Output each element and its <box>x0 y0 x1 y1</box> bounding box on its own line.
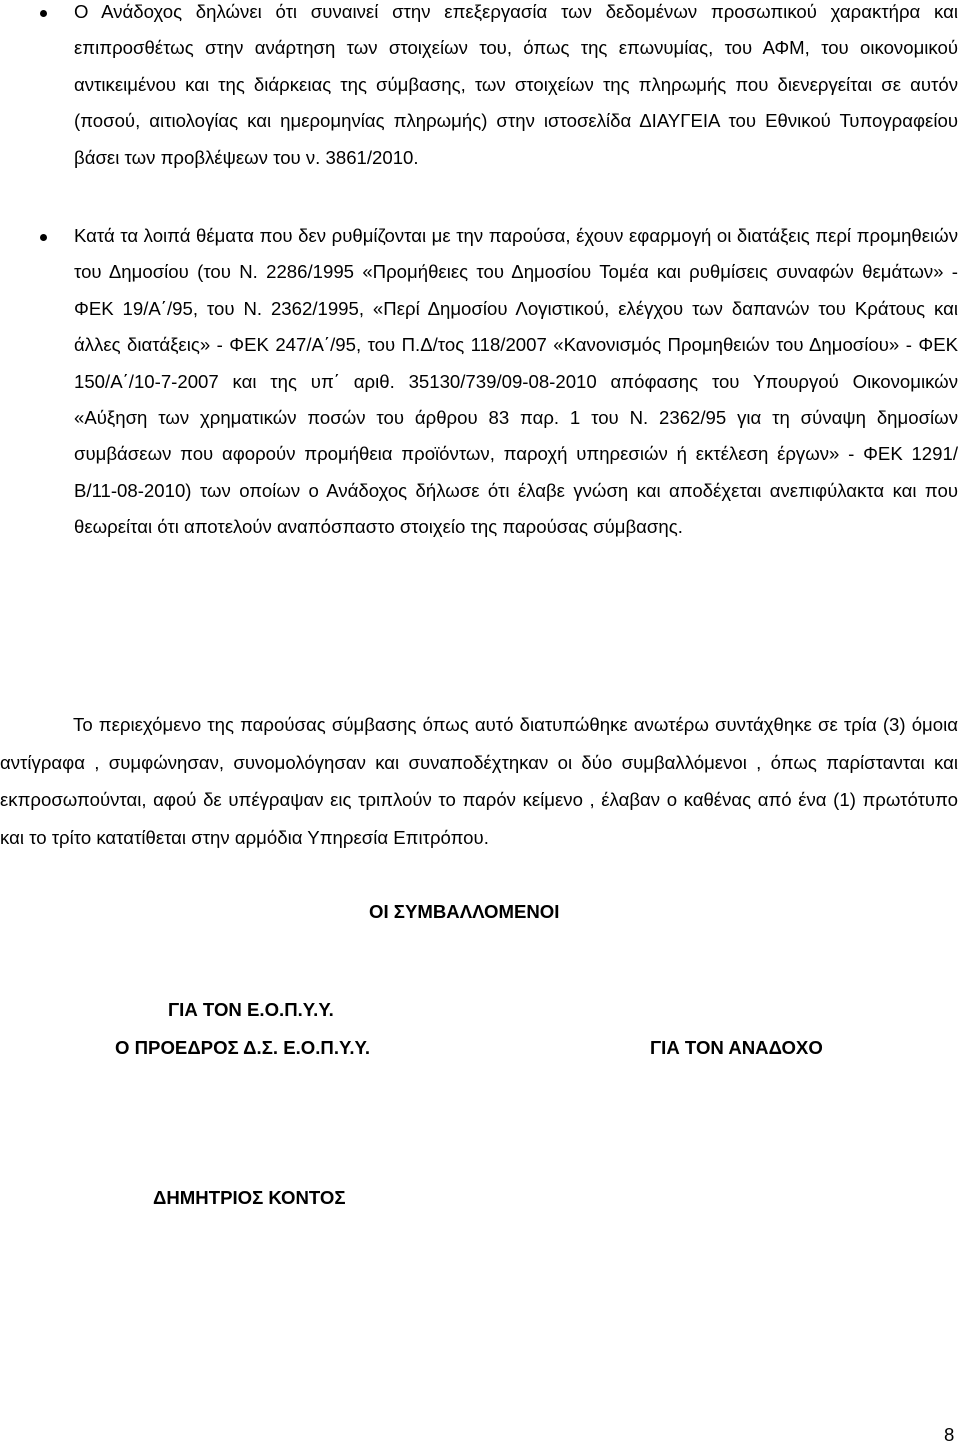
bullet-icon <box>40 10 47 17</box>
closing-paragraph <box>0 706 958 856</box>
bullet-icon <box>40 234 47 241</box>
bullet-text: Ο Ανάδοχος δηλώνει ότι συναινεί στην επεξεργασία των δεδομένων προσωπικού χαρακτήρα και επιπροσθέτως στην ανάρτηση των στοιχείων του, όπως της επωνυμίας, του ΑΦΜ, του οικονομικού αντικειμένου και της διάρκειας της σύμβασης, των στοιχείων της πληρωμής που διενεργείται σε αυτόν (ποσού, αιτιολογίας και ημερομηνίας πληρωμής) στην ιστοσελίδα ΔΙΑΥΓΕΙΑ του Εθνικού Τυπογραφείου βάσει των προβλέψεων του ν. 3861/2010. <box>74 1 958 168</box>
signature-right-title: ΓΙΑ ΤΟΝ ΑΝΑΔΟΧΟ <box>650 1037 823 1058</box>
bullet-paragraph-data-consent <box>74 0 958 176</box>
closing-text: Το περιεχόμενο της παρούσας σύμβασης όπως αυτό διατυπώθηκε ανωτέρω συντάχθηκε σε τρία (3) όμοια αντίγραφα , συμφώνησαν, συνομολόγησαν και συναποδέχτηκαν οι δύο συμβαλλόμενοι , όπως παρίστανται και εκπροσωπούνται, αφού δε υπέγραψαν εις τριπλούν το παρόν κείμενο , έλαβαν ο καθένας από ένα (1) πρωτότυπο και το τρίτο κατατίθεται στην αρμόδια Υπηρεσία Επιτρόπου. <box>0 714 958 848</box>
bullet-text: Κατά τα λοιπά θέματα που δεν ρυθμίζονται με την παρούσα, έχουν εφαρμογή οι διατάξεις περί προμηθειών του Δημοσίου (του Ν. 2286/1995 «Προμήθειες του Δημοσίου Τομέα και ρυθμίσεις συναφών θεμάτων» - ΦΕΚ 19/Α΄/95, του Ν. 2362/1995, «Περί Δημοσίου Λογιστικού, ελέγχου των δαπανών του Κράτους και άλλες διατάξεις» - ΦΕΚ 247/Α΄/95, του Π.Δ/τος 118/2007 «Κανονισμός Προμηθειών του Δημοσίου» - ΦΕΚ 150/Α΄/10-7-2007 και της υπ΄ αριθ. 35130/739/09-08-2010 απόφασης του Υπουργού Οικονομικών «Αύξηση των χρηματικών ποσών του άρθρου 83 παρ. 1 του Ν. 2362/95 για τη σύναψη δημοσίων συμβάσεων που αφορούν προμήθεια προϊόντων, παροχή υπηρεσιών ή εκτέλεση έργων» - ΦΕΚ 1291/Β/11-08-2010) των οποίων ο Ανάδοχος δήλωσε ότι έλαβε γνώση και αποδέχεται ανεπιφύλακτα και που θεωρείται ότι αποτελούν αναπόσπαστο στοιχείο της παρούσας σύμβασης. <box>74 225 958 538</box>
signature-left-title: Ο ΠΡΟΕΔΡΟΣ Δ.Σ. Ε.Ο.Π.Υ.Υ. <box>115 1037 371 1058</box>
signatures-heading: ΟΙ ΣΥΜΒΑΛΛΟΜΕΝΟΙ <box>369 901 560 922</box>
signature-left-name: ΔΗΜΗΤΡΙΟΣ ΚΟΝΤΟΣ <box>153 1187 346 1208</box>
signature-left-organization: ΓΙΑ ΤΟΝ Ε.Ο.Π.Υ.Υ. <box>168 999 334 1020</box>
bullet-paragraph-applicable-law <box>74 218 958 546</box>
page-number: 8 <box>944 1424 955 1445</box>
